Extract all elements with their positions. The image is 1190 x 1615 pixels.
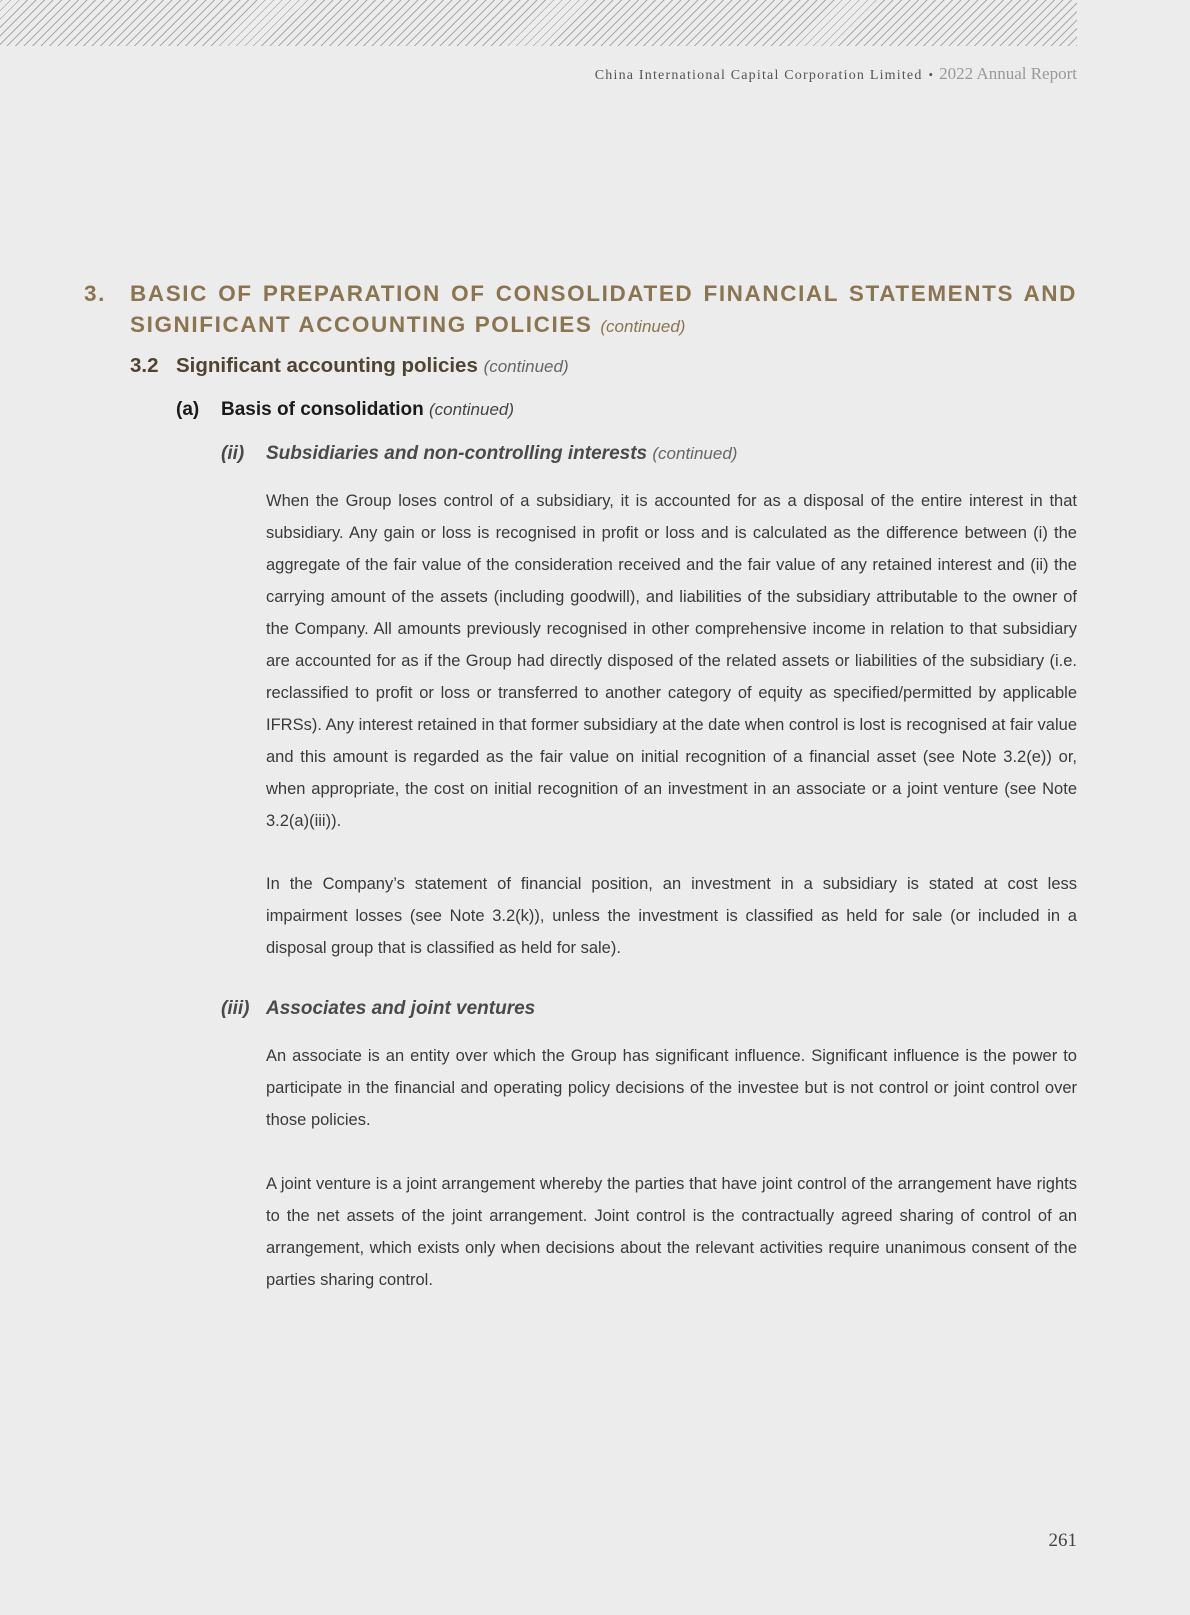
paragraph: An associate is an entity over which the Group has significant influence. Significant influence is the power to participate in the financial and operating policy decisions of the investee but is not control or joint control over those policies.: [266, 1047, 1077, 1129]
section-title: [130, 278, 1077, 342]
subsection-continued: (continued): [483, 357, 569, 376]
section-heading: [84, 278, 1077, 342]
subheading-a-title: Basis of consolidation: [221, 399, 424, 420]
subheading-ii: [221, 443, 737, 465]
subheading-a-continued: (continued): [428, 400, 515, 419]
company-name: China International Capital Corporation Limited: [594, 68, 923, 83]
paragraph: In the Company’s statement of financial position, an investment in a subsidiary is stated at cost less impairment losses (see Note 3.2(k)), unless the investment is classified as held for sale (or included in a disposal group that is classified as held for sale).: [266, 875, 1077, 957]
subheading-ii-number: (ii): [221, 443, 245, 464]
running-header: [595, 64, 1077, 84]
subheading-a: [176, 399, 514, 421]
subheading-ii-title: Subsidiaries and non-controlling interests: [266, 443, 648, 464]
paragraph: A joint venture is a joint arrangement whereby the parties that have joint control of the arrangement have rights to the net assets of the joint arrangement. Joint control is the contractually agreed sharing of control of an arrangement, which exists only when decisions about the relevant activities require unanimous consent of the parties sharing control.: [266, 1175, 1077, 1289]
report-title: 2022 Annual Report: [939, 64, 1077, 83]
subheading-ii-continued: (continued): [652, 444, 738, 463]
paragraph: When the Group loses control of a subsidiary, it is accounted for as a disposal of the entire interest in that subsidiary. Any gain or loss is recognised in profit or loss and is calculated as the difference between (i) the aggregate of the fair value of the consideration received and the fair value of any retained interest and (ii) the carrying amount of the assets (including goodwill), and liabilities of the subsidiary attributable to the owner of the Company. All amounts previously recognised in other comprehensive income in relation to that subsidiary are accounted for as if the Group had directly disposed of the related assets or liabilities of the subsidiary (i.e. reclassified to profit or loss or transferred to another category of equity as specified/permitted by applicable IFRSs). Any interest retained in that former subsidiary at the date when control is lost is recognised at fair value and this amount is regarded as the fair value on initial recognition of a financial asset (see Note 3.2(e)) or, when appropriate, the cost on initial recognition of an investment in an associate or a joint venture (see Note 3.2(a)(iii)).: [266, 492, 1077, 830]
subsection-title: Significant accounting policies: [176, 354, 478, 377]
subsection-number: 3.2: [130, 354, 159, 377]
section-title-text: BASIC OF PREPARATION OF CONSOLIDATED FINANCIAL STATEMENTS AND SIGNIFICANT ACCOUNTING POLICIES: [130, 281, 1077, 337]
subheading-iii: [221, 998, 535, 1020]
section-continued: (continued): [600, 317, 686, 336]
header-hatch-band: [0, 0, 1077, 46]
subsection-heading: [130, 354, 569, 378]
page-number: 261: [1048, 1530, 1077, 1551]
subheading-a-number: (a): [176, 399, 200, 420]
header-separator: •: [928, 67, 934, 82]
subheading-iii-number: (iii): [221, 998, 250, 1019]
section-number: 3.: [84, 281, 106, 306]
subheading-iii-title: Associates and joint ventures: [266, 998, 536, 1019]
